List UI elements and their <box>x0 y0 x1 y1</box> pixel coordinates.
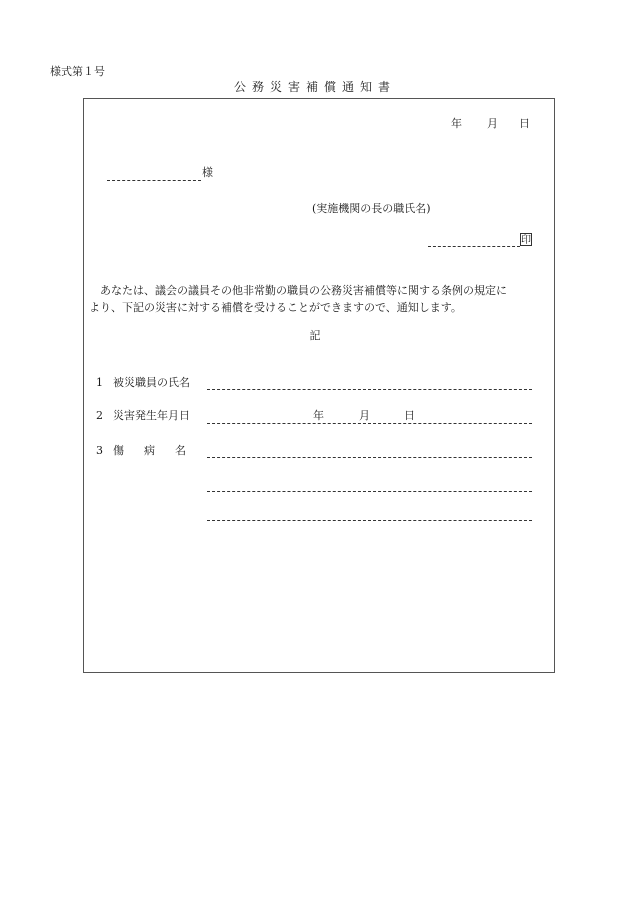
item-2-month-label: 月 <box>359 409 370 422</box>
seal-mark: 印 <box>521 235 531 246</box>
date-month-label: 月 <box>487 117 498 130</box>
date-year-label: 年 <box>451 117 462 130</box>
item-2-fill-line <box>207 423 532 424</box>
notice-body <box>89 282 549 316</box>
item-1-number: 1 <box>96 376 103 389</box>
issuer-title: (実施機関の長の職氏名) <box>312 202 431 215</box>
item-2-number: 2 <box>96 409 103 422</box>
notice-body-line-2: より、下記の災害に対する補償を受けることができますので、通知します。 <box>89 301 462 314</box>
addressee-name-line <box>107 180 201 181</box>
document-title: 公務災害補償通知書 <box>233 80 396 94</box>
addressee-suffix: 様 <box>202 166 213 179</box>
date-day-label: 日 <box>519 117 530 130</box>
item-1-label: 被災職員の氏名 <box>113 376 190 389</box>
notice-body-line-1: あなたは、議会の議員その他非常勤の職員の公務災害補償等に関する条例の規定に <box>100 284 507 297</box>
item-2-label: 災害発生年月日 <box>113 409 190 422</box>
item-3-label: 傷病名 <box>113 444 206 457</box>
item-3-fill-line-3 <box>207 520 532 521</box>
ki-heading: 記 <box>309 329 321 342</box>
item-3-fill-line-2 <box>207 491 532 492</box>
item-3-number: 3 <box>96 444 103 457</box>
item-2-day-label: 日 <box>404 409 415 422</box>
item-3-fill-line-1 <box>207 457 532 458</box>
item-1-fill-line <box>207 389 532 390</box>
item-2-year-label: 年 <box>313 409 324 422</box>
form-number: 様式第１号 <box>50 65 105 78</box>
issuer-name-line <box>428 246 520 247</box>
date-line <box>451 118 530 129</box>
